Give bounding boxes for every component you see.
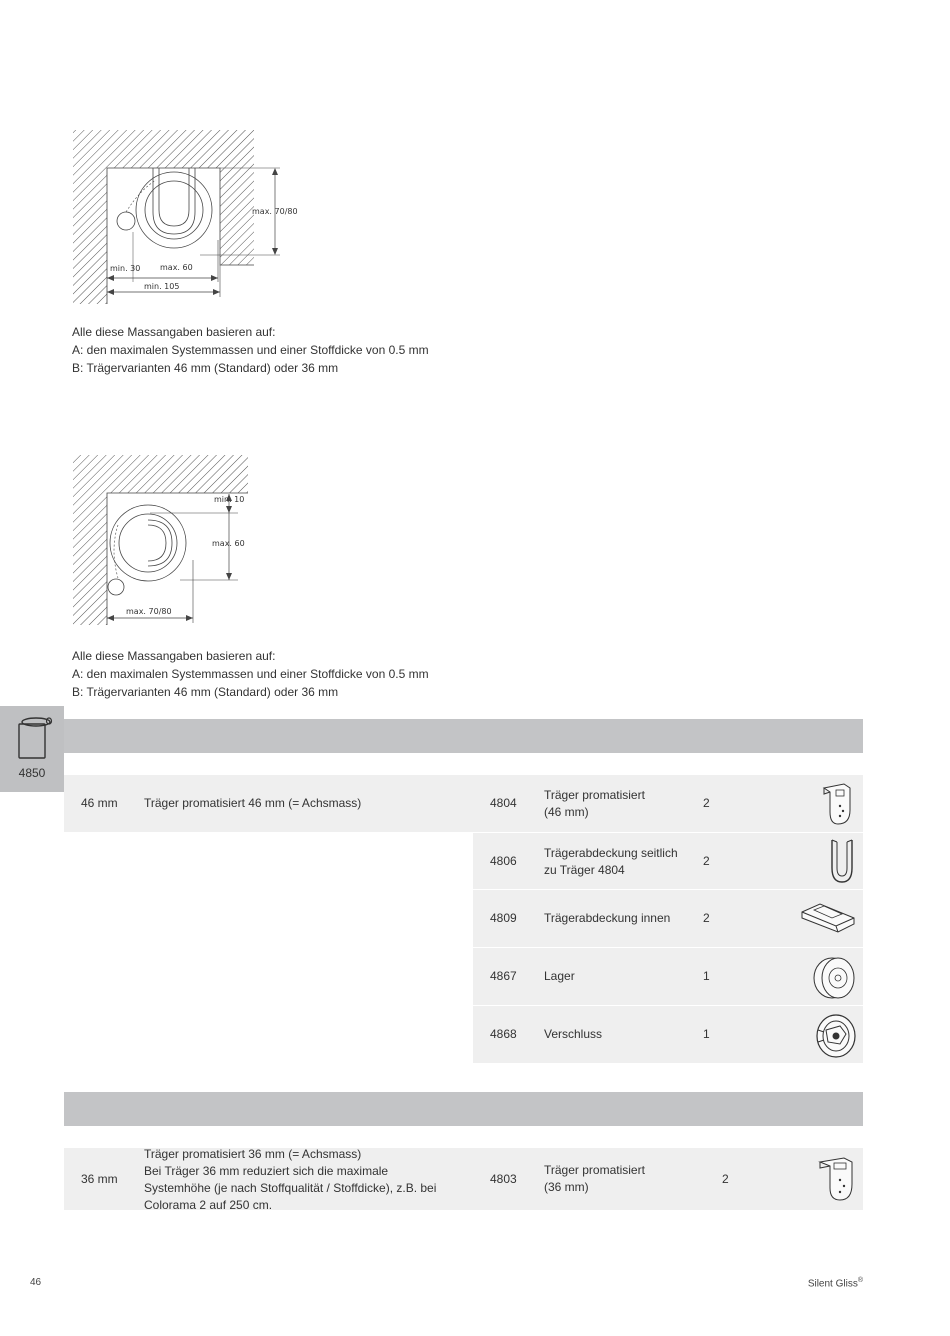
bracket-icon bbox=[816, 780, 858, 828]
description-line: Colorama 2 auf 250 cm. bbox=[144, 1198, 273, 1212]
part-quantity: 2 bbox=[703, 911, 710, 925]
part-name-line: Trägerabdeckung seitlich bbox=[544, 846, 678, 860]
lock-icon bbox=[810, 1010, 858, 1060]
part-quantity: 2 bbox=[703, 853, 710, 868]
dim-side-label: min. 30 bbox=[110, 264, 141, 273]
section-header-band bbox=[64, 1092, 863, 1126]
part-number: 4868 bbox=[490, 1027, 517, 1041]
part-name: Lager bbox=[544, 969, 575, 983]
part-number: 4806 bbox=[490, 853, 517, 868]
part-name-line: Träger promatisiert bbox=[544, 788, 645, 802]
description-line: Träger promatisiert 36 mm (= Achsmass) bbox=[144, 1147, 362, 1161]
diagram1-notes bbox=[72, 323, 429, 377]
note-line: B: Trägervarianten 46 mm (Standard) oder 36 mm bbox=[72, 685, 339, 699]
part-name-line: Träger promatisiert bbox=[544, 1163, 645, 1177]
note-line: Alle diese Massangaben basieren auf: bbox=[72, 649, 276, 663]
registered-mark: ® bbox=[857, 1277, 863, 1284]
dim-top-label: min. 10 bbox=[214, 495, 245, 504]
mounting-diagram-ceiling bbox=[60, 120, 320, 315]
part-number: 4867 bbox=[490, 969, 517, 983]
roller-blind-icon bbox=[16, 714, 54, 760]
note-line: A: den maximalen Systemmassen und einer Stoffdicke von 0.5 mm bbox=[72, 667, 429, 681]
section-header-band bbox=[64, 719, 863, 753]
product-side-tab bbox=[0, 706, 64, 792]
mounting-diagram-wall bbox=[60, 450, 260, 635]
bracket-icon bbox=[814, 1154, 858, 1204]
brand-label: Silent Gliss bbox=[807, 1278, 858, 1290]
part-name: Verschluss bbox=[544, 1027, 603, 1041]
table-row bbox=[473, 1006, 863, 1063]
note-line: A: den maximalen Systemmassen und einer Stoffdicke von 0.5 mm bbox=[72, 343, 429, 357]
bracket-description bbox=[144, 1146, 436, 1214]
note-line: B: Trägervarianten 46 mm (Standard) oder 36 mm bbox=[72, 361, 339, 375]
bracket-size: 36 mm bbox=[81, 1171, 118, 1186]
part-quantity: 1 bbox=[703, 1027, 710, 1041]
side-cover-icon bbox=[826, 836, 858, 886]
table-row bbox=[473, 948, 863, 1005]
dim-right-label: max. 60 bbox=[212, 539, 245, 548]
part-number: 4809 bbox=[490, 911, 517, 925]
note-line: Alle diese Massangaben basieren auf: bbox=[72, 325, 276, 339]
brand-name bbox=[808, 1277, 863, 1289]
part-quantity: 2 bbox=[703, 796, 710, 810]
part-name bbox=[544, 845, 678, 879]
dim-total-label: min. 105 bbox=[144, 282, 180, 291]
dim-bottom-max-label: max. 60 bbox=[160, 263, 193, 272]
part-quantity: 1 bbox=[703, 969, 710, 983]
part-name bbox=[544, 787, 645, 821]
dim-bottom-label: max. 70/80 bbox=[126, 607, 172, 616]
bearing-icon bbox=[810, 952, 858, 1002]
inner-cover-icon bbox=[798, 900, 858, 936]
bracket-description: Träger promatisiert 46 mm (= Achsmass) bbox=[144, 796, 362, 810]
dim-height-label: max. 70/80 bbox=[252, 207, 298, 216]
page-number: 46 bbox=[30, 1277, 42, 1288]
part-number: 4803 bbox=[490, 1171, 517, 1186]
part-name bbox=[544, 1162, 645, 1196]
part-name-line: zu Träger 4804 bbox=[544, 863, 625, 877]
product-number-label: 4850 bbox=[18, 766, 46, 780]
part-name: Trägerabdeckung innen bbox=[544, 911, 671, 925]
part-name-line: (46 mm) bbox=[544, 805, 589, 819]
diagram2-notes bbox=[72, 647, 429, 701]
part-quantity: 2 bbox=[722, 1171, 729, 1186]
bracket-size: 46 mm bbox=[81, 796, 118, 810]
description-line: Bei Träger 36 mm reduziert sich die maximale bbox=[144, 1164, 389, 1178]
description-line: Systemhöhe (je nach Stoffqualität / Stoffdicke), z.B. bei bbox=[144, 1181, 437, 1195]
part-number: 4804 bbox=[490, 796, 517, 810]
part-name-line: (36 mm) bbox=[544, 1180, 589, 1194]
